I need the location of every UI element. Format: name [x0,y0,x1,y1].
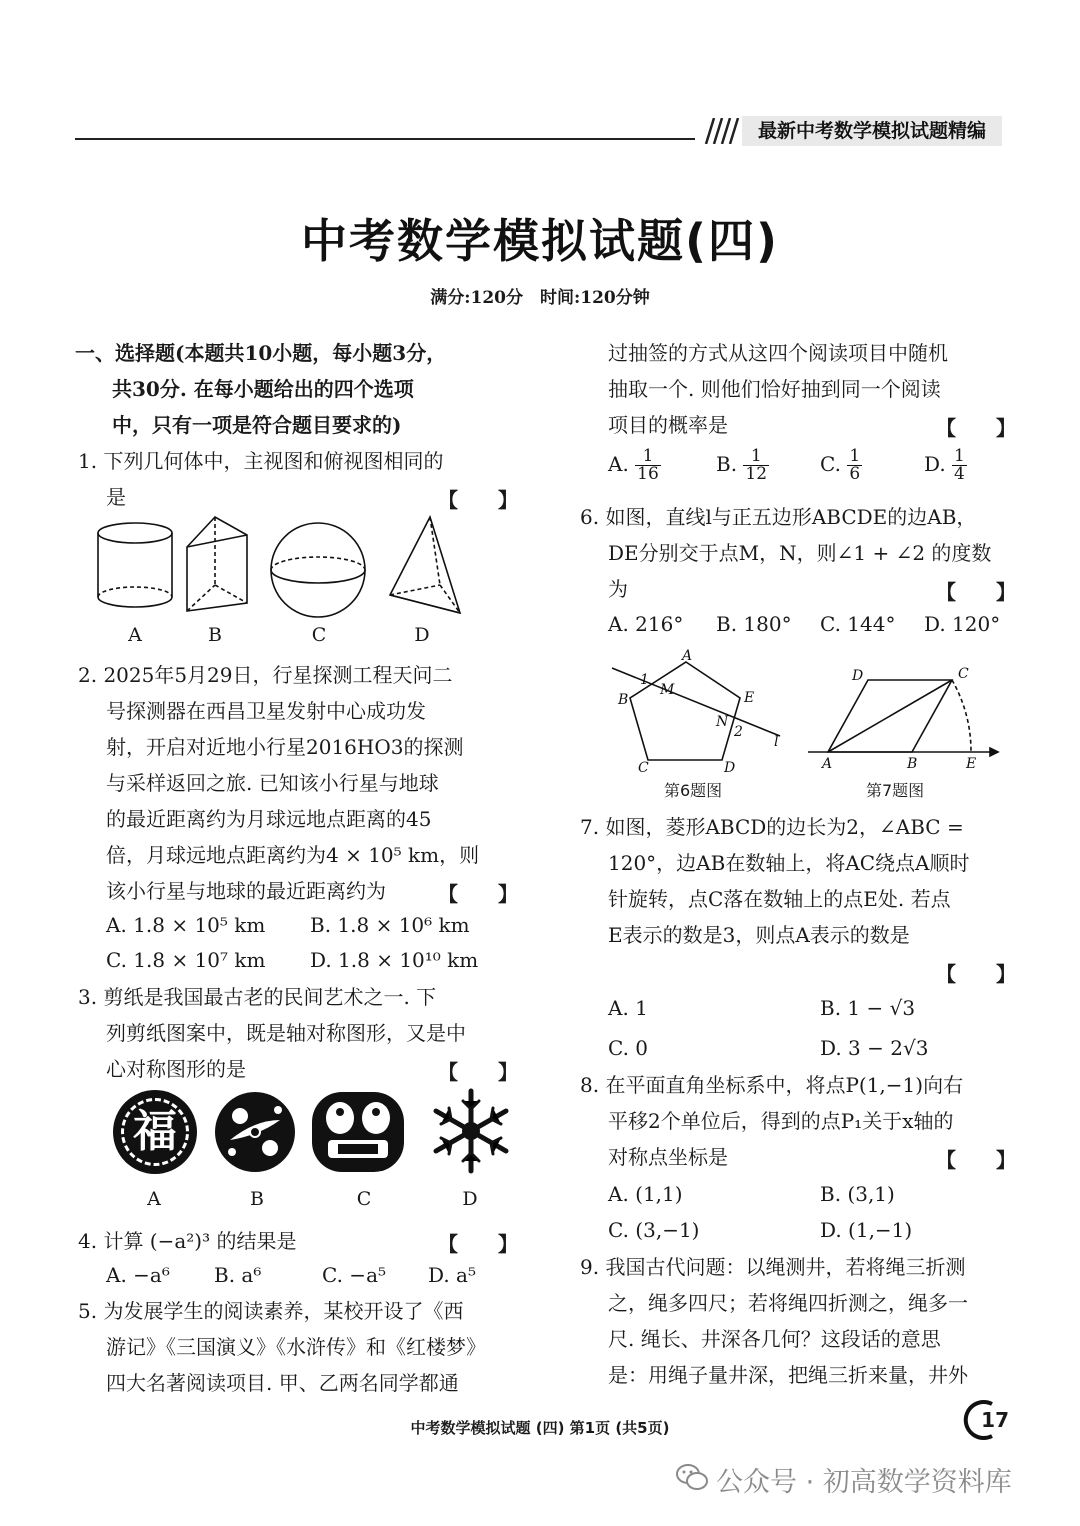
q3-stem-line: 列剪纸图案中，既是轴对称图形，又是中 [106,1021,466,1045]
q5-stem-line: 项目的概率是 [608,413,728,437]
fraction-numerator: 1 [743,448,769,466]
papercut-fu-image [113,1090,197,1174]
page-footer: 中考数学模拟试题 (四) 第1页 (共5页) [410,1419,670,1437]
q7-option-b[interactable]: B. 1 − √3 [820,996,916,1020]
q8-option-b[interactable]: B. (3,1) [820,1182,895,1206]
q1-label-a: A [128,624,142,646]
q6-stem-line: 6. 如图，直线l与正五边形ABCDE的边AB， [580,505,977,529]
q6-option-a[interactable]: A. 216° [608,612,684,636]
q2-stem-line: 2. 2025年5月29日，行星探测工程天问二 [78,663,453,687]
exam-info: 满分:120分 时间:120分钟 [430,288,650,308]
q3-label-d: D [462,1188,478,1210]
q5-option-a-fraction [635,448,661,483]
q5-option-d[interactable] [924,448,967,483]
answer-bracket: 【 】 [936,962,1016,986]
fig6-label-n: N [716,714,729,730]
q6-stem-line: DE分别交于点M，N，则∠1 + ∠2 的度数 [608,541,992,565]
q5-option-b[interactable] [716,448,769,483]
header-series-tag: 最新中考数学模拟试题精编 [742,116,1002,146]
q4-option-d[interactable]: D. a⁵ [428,1263,476,1287]
q9-stem-line: 尺. 绳长、井深各几何？这段话的意思 [608,1327,941,1351]
q6-pentagon-figure [610,648,795,773]
q2-stem-line: 该小行星与地球的最近距离约为 [106,879,386,903]
q5-option-b-label: B. [716,452,738,476]
q7-stem-line: 120°，边AB在数轴上，将AC绕点A顺时 [608,851,970,875]
q7-option-a[interactable]: A. 1 [608,996,648,1020]
q5-option-d-label: D. [924,452,946,476]
q4-option-a[interactable]: A. −a⁶ [106,1263,170,1287]
q5-option-a-label: A. [608,452,629,476]
answer-bracket: 【 】 [438,488,518,512]
q2-stem-line: 的最近距离约为月球远地点距离的45 [106,807,432,831]
q1-stem-line: 是 [106,485,126,509]
papercut-twin-fish-image [308,1088,408,1176]
watermark-text: 公众号 · 初高数学资料库 [716,1467,1012,1498]
q7-option-d[interactable]: D. 3 − 2√3 [820,1036,929,1060]
fraction-numerator: 1 [849,446,861,466]
q6-option-d[interactable]: D. 120° [924,612,1001,636]
q2-option-c[interactable]: C. 1.8 × 10⁷ km [106,948,266,972]
q7-figure-caption: 第7题图 [866,781,925,800]
fig6-angle-2: 2 [734,724,743,740]
q3-label-c: C [356,1188,372,1210]
q7-rhombus-figure [808,664,1008,774]
header-rule [75,138,695,140]
section-heading-line: 一、选择题(本题共10小题，每小题3分， [75,341,447,365]
fig7-label-c: C [958,666,969,682]
q8-stem-line: 对称点坐标是 [608,1145,728,1169]
fig7-label-b: B [907,756,918,772]
q5-option-c[interactable] [820,448,862,483]
fraction-numerator: 1 [635,448,661,466]
fig6-label-c: C [638,760,649,773]
q8-stem-line: 平移2个单位后，得到的点P₁关于x轴的 [608,1109,954,1133]
fig6-line-l: l [774,734,779,750]
q2-option-a[interactable]: A. 1.8 × 10⁵ km [106,913,266,937]
q2-stem-line: 倍，月球远地点距离约为4 × 10⁵ km，则 [106,843,480,867]
fraction-denominator: 16 [637,464,659,484]
q3-label-a: A [147,1188,161,1210]
q3-label-b: B [250,1188,264,1210]
q8-option-d[interactable]: D. (1,−1) [820,1218,913,1242]
fraction-numerator: 1 [954,446,965,466]
fig6-label-e: E [744,690,755,706]
q8-stem-line: 8. 在平面直角坐标系中，将点P(1,−1)向右 [580,1073,964,1097]
q2-stem-line: 号探测器在西昌卫星发射中心成功发 [106,699,426,723]
q5-stem-line: 过抽签的方式从这四个阅读项目中随机 [608,341,948,365]
page-title: 中考数学模拟试题(四) [300,214,780,268]
fig6-label-b: B [618,692,629,708]
section-heading-line: 共30分. 在每小题给出的四个选项 [112,377,414,401]
q9-stem-line: 是：用绳子量井深，把绳三折来量，井外 [608,1363,968,1387]
fraction-denominator: 12 [745,464,768,484]
q4-stem-line: 4. 计算 (−a²)³ 的结果是 [78,1229,297,1253]
q2-option-b[interactable]: B. 1.8 × 10⁶ km [310,913,470,937]
q6-figure-caption: 第6题图 [664,781,723,800]
fig6-label-d: D [724,760,736,773]
section-heading-line: 中，只有一项是符合题目要求的) [112,413,402,437]
q5-stem-line: 抽取一个. 则他们恰好抽到同一个阅读 [608,377,941,401]
q7-stem-line: E表示的数是3，则点A表示的数是 [608,923,910,947]
q5-stem-line: 5. 为发展学生的阅读素养，某校开设了《西 [78,1299,464,1323]
q5-option-a[interactable] [608,448,661,483]
fig6-angle-1: 1 [640,672,649,688]
q1-stem-line: 1. 下列几何体中，主视图和俯视图相同的 [78,449,444,473]
q5-option-d-fraction [952,448,967,483]
papercut-fu-char: 福 [133,1106,177,1157]
wechat-icon [675,1462,709,1492]
q7-stem-line: 7. 如图，菱形ABCD的边长为2，∠ABC = [580,815,964,839]
papercut-snowflake-image [428,1088,514,1174]
answer-bracket: 【 】 [438,1232,518,1256]
fig7-label-e: E [966,756,977,772]
q1-label-c: C [311,624,327,646]
fraction-denominator: 4 [954,464,965,484]
papercut-fish-swirl-image [210,1090,300,1174]
q3-stem-line: 3. 剪纸是我国最古老的民间艺术之一. 下 [78,985,437,1009]
answer-bracket: 【 】 [936,416,1016,440]
header-stripes-decoration [700,118,740,144]
q5-option-c-label: C. [820,452,841,476]
page-number: 17 [981,1408,1009,1432]
fig7-label-d: D [852,668,864,684]
answer-bracket: 【 】 [438,1060,518,1084]
q2-stem-line: 射，开启对近地小行星2016HO3的探测 [106,735,464,759]
q2-option-d[interactable]: D. 1.8 × 10¹⁰ km [310,948,479,972]
fig7-label-a: A [822,756,833,772]
q8-option-a[interactable]: A. (1,1) [608,1182,683,1206]
q1-solids-figure [90,515,510,625]
q6-option-b[interactable]: B. 180° [716,612,792,636]
q4-option-c[interactable]: C. −a⁵ [322,1263,387,1287]
q5-option-b-fraction [743,448,769,483]
q6-option-c[interactable]: C. 144° [820,612,896,636]
q1-label-b: B [208,624,222,646]
answer-bracket: 【 】 [936,580,1016,604]
q7-stem-line: 针旋转，点C落在数轴上的点E处. 若点 [608,887,951,911]
q3-stem-line: 心对称图形的是 [106,1057,246,1081]
q4-option-b[interactable]: B. a⁶ [214,1263,262,1287]
fig6-label-a: A [682,648,693,664]
q9-stem-line: 之，绳多四尺；若将绳四折测之，绳多一 [608,1291,968,1315]
q7-option-c[interactable]: C. 0 [608,1036,649,1060]
fraction-denominator: 6 [849,464,861,484]
answer-bracket: 【 】 [936,1148,1016,1172]
q8-option-c[interactable]: C. (3,−1) [608,1218,700,1242]
q5-stem-line: 游记》《三国演义》《水浒传》和《红楼梦》 [106,1335,486,1359]
fig6-label-m: M [660,682,675,698]
q2-stem-line: 与采样返回之旅. 已知该小行星与地球 [106,771,439,795]
q5-stem-line: 四大名著阅读项目. 甲、乙两名同学都通 [106,1371,459,1395]
q9-stem-line: 9. 我国古代问题：以绳测井，若将绳三折测 [580,1255,966,1279]
q1-label-d: D [414,624,430,646]
q5-option-c-fraction [847,448,862,483]
q6-stem-line: 为 [608,577,628,601]
answer-bracket: 【 】 [438,882,518,906]
